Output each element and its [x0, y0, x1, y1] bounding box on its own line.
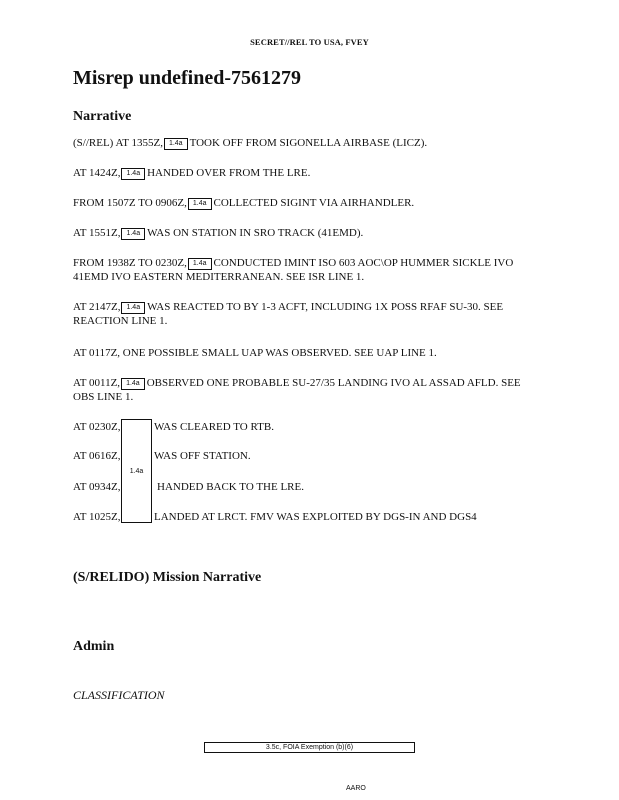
- timeline-event: HANDED BACK TO THE LRE.: [157, 481, 304, 493]
- narrative-paragraph: FROM 1938Z TO 0230Z, 1.4a CONDUCTED IMINT ISO 603 AOC\OP HUMMER SICKLE IVO 41EMD IVO EASTERN MEDITERRANEAN. SEE ISR LINE 1.: [73, 257, 514, 283]
- admin-heading: Admin: [73, 639, 115, 654]
- timeline-time: AT 0230Z,: [73, 421, 121, 433]
- timeline-event: WAS OFF STATION.: [154, 450, 251, 462]
- timeline-event: WAS CLEARED TO RTB.: [154, 421, 274, 433]
- redaction-box: 1.4a: [121, 228, 145, 240]
- timeline-time: AT 0934Z,: [73, 481, 121, 493]
- timeline-time: AT 0616Z,: [73, 450, 121, 462]
- footer-label: AARO: [346, 785, 366, 792]
- redaction-code: 1.4a: [129, 468, 144, 475]
- timeline-event: LANDED AT LRCT. FMV WAS EXPLOITED BY DGS-IN AND DGS4: [154, 511, 477, 523]
- narrative-heading: Narrative: [73, 109, 132, 124]
- narrative-paragraph: AT 2147Z, 1.4a WAS REACTED TO BY 1-3 ACFT, INCLUDING 1X POSS RFAF SU-30. SEE REACTION LINE 1.: [73, 301, 504, 327]
- narrative-paragraph: FROM 1507Z TO 0906Z, 1.4a COLLECTED SIGINT VIA AIRHANDLER.: [73, 197, 415, 209]
- redaction-box: 1.4a: [121, 378, 145, 390]
- narrative-paragraph: AT 0117Z, ONE POSSIBLE SMALL UAP WAS OBSERVED. SEE UAP LINE 1.: [73, 347, 437, 359]
- timeline-time: AT 1025Z,: [73, 511, 121, 523]
- narrative-paragraph: AT 1424Z, 1.4a HANDED OVER FROM THE LRE.: [73, 167, 311, 179]
- mission-narrative-heading: (S/RELIDO) Mission Narrative: [73, 570, 262, 585]
- classification-label: CLASSIFICATION: [73, 688, 165, 702]
- classification-banner: SECRET//REL TO USA, FVEY: [250, 37, 369, 47]
- redaction-box: 1.4a: [164, 138, 188, 150]
- foia-exemption-box: 3.5c, FOIA Exemption (b)(6): [204, 742, 415, 753]
- redaction-box: 1.4a: [121, 302, 145, 314]
- redaction-block: [121, 419, 152, 523]
- redaction-box: 1.4a: [188, 258, 212, 270]
- narrative-paragraph: AT 0011Z, 1.4a OBSERVED ONE PROBABLE SU-27/35 LANDING IVO AL ASSAD AFLD. SEE OBS LINE 1.: [73, 377, 521, 403]
- redaction-box: 1.4a: [121, 168, 145, 180]
- redaction-box: 1.4a: [188, 198, 212, 210]
- narrative-paragraph: AT 1551Z, 1.4a WAS ON STATION IN SRO TRACK (41EMD).: [73, 227, 364, 239]
- narrative-paragraph: (S//REL) AT 1355Z, 1.4a TOOK OFF FROM SIGONELLA AIRBASE (LICZ).: [73, 137, 428, 149]
- document-title: Misrep undefined-7561279: [73, 67, 301, 89]
